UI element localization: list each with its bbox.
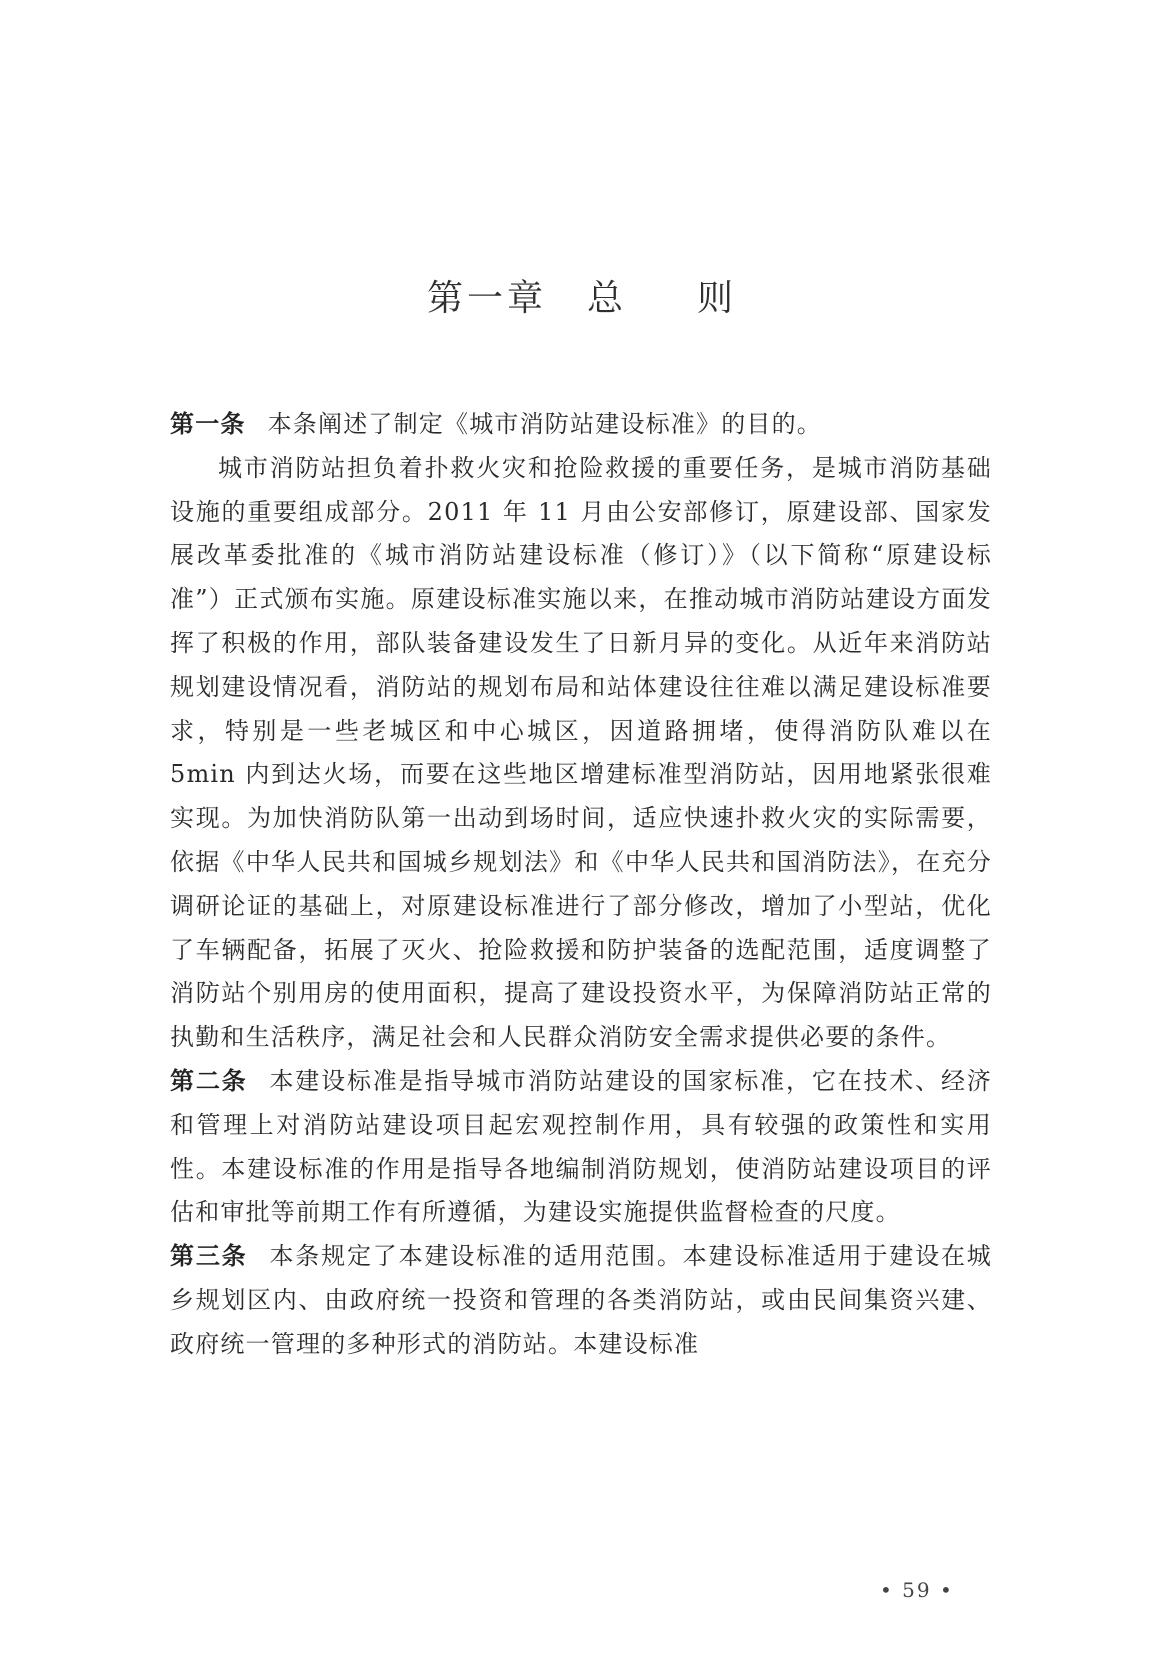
article-text: 本条阐述了制定《城市消防站建设标准》的目的。 (267, 410, 823, 438)
chapter-number: 第一章 (426, 278, 547, 319)
article-label: 第一条 (170, 410, 246, 438)
article-label: 第三条 (170, 1242, 248, 1271)
article-text: 本条规定了本建设标准的适用范围。本建设标准适用于建设在城乡规划区内、由政府统一投资和管理的各类消防站，或由民间集资兴建、政府统一管理的多种形式的消防站。本建设标准 (170, 1242, 992, 1358)
chapter-title (0, 270, 1164, 321)
article-label: 第二条 (170, 1066, 248, 1095)
article-2 (170, 1060, 992, 1235)
chapter-title-word-1: 总 (586, 278, 627, 319)
article-1-paragraph: 城市消防站担负着扑救火灾和抢险救援的重要任务，是城市消防基础设施的重要组成部分。2011 年 11 月由公安部修订，原建设部、国家发展改革委批准的《城市消防站建设标准（修订）》（以下简称“原建设标准”）正式颁布实施。原建设标准实施以来，在推动城市消防站建设方面发挥了积极的作用，部队装备建设发生了日新月异的变化。从近年来消防站规划建设情况看，消防站的规划布局和站体建设往往难以满足建设标准要求，特别是一些老城区和中心城区，因道路拥堵，使得消防队难以在 5min 内到达火场，而要在这些地区增建标准型消防站，因用地紧张很难实现。为加快消防队第一出动到场时间，适应快速扑救火灾的实际需要，依据《中华人民共和国城乡规划法》和《中华人民共和国消防法》，在充分调研论证的基础上，对原建设标准进行了部分修改，增加了小型站，优化了车辆配备，拓展了灭火、抢险救援和防护装备的选配范围，适度调整了消防站个别用房的使用面积，提高了建设投资水平，为保障消防站正常的执勤和生活秩序，满足社会和人民群众消防安全需求提供必要的条件。 (170, 453, 992, 1052)
article-1 (170, 403, 992, 447)
article-3 (170, 1235, 992, 1366)
article-text: 本建设标准是指导城市消防站建设的国家标准，它在技术、经济和管理上对消防站建设项目起宏观控制作用，具有较强的政策性和实用性。本建设标准的作用是指导各地编制消防规划，使消防站建设项目的评估和审批等前期工作有所遵循，为建设实施提供监督检查的尺度。 (170, 1066, 992, 1227)
chapter-title-word-2: 则 (697, 278, 738, 319)
page-number: • 59 • (880, 1578, 954, 1602)
body-text (170, 403, 992, 1367)
